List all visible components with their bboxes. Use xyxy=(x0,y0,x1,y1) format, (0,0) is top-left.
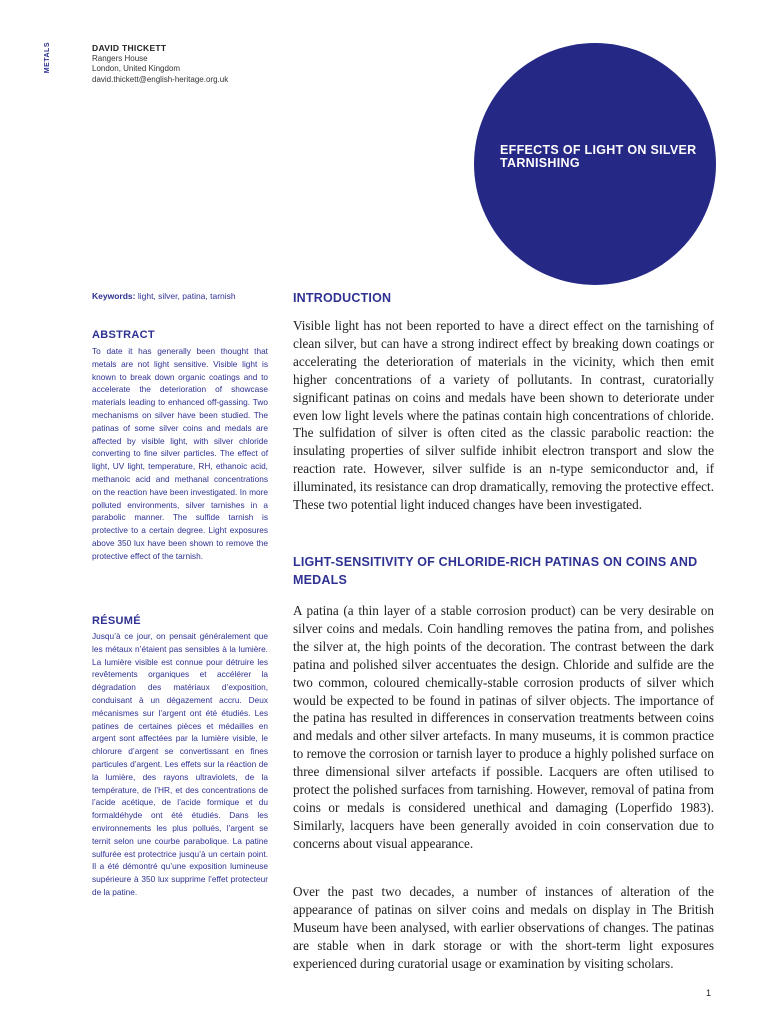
resume-heading: RÉSUMÉ xyxy=(92,615,141,627)
keywords-label: Keywords: xyxy=(92,291,136,301)
author-name: DAVID THICKETT xyxy=(92,43,167,53)
introduction-text: Visible light has not been reported to have a direct effect on the tarnishing of clean silver, but can have a strong indirect effect by breaking down coatings or accelerating the deterioration of materials in the vicinity, which then emit higher concentrations of a variety of pollutants. In contrast, curatorially significant patinas on coins and medals have been shown to deteriorate under even low light levels where the patinas contain high concentrations of chloride. The sulfidation of silver is often cited as the classic parabolic reaction: the insulating properties of silver sulfide inhibit electron transport and slow the reaction rate. However, silver sulfide is an n-type semiconductor and, if illuminated, its resistance can drop dramatically, removing the protective effect. These two potential light induced changes have been investigated. xyxy=(293,318,714,513)
resume-text: Jusqu’à ce jour, on pensait généralement que les métaux n’étaient pas sensibles à la lumière. La lumière visible est connue pour détruire les revêtements organiques et accélérer la dégradation des matériaux d’exposition, conduisant à un dégazement accru. Deux mécanismes sur l’argent ont été étudiés. Les patines de certaines pièces et médailles en argent sont affectées par la lumière visible, le chlorure d’argent se convertissant en fines particules d’argent. Les effets sur la réaction de la lumière, des rayons ultraviolets, de la température, de l’HR, et des concentrations de l’acide acétique, de l’acide formique et du formaldéhyde ont été étudiés. Dans les environnements les plus pollués, l’argent se ternit selon une courbe parabolique. La patine sulfurée est protectrice jusqu’à un certain point. Il a été démontré qu’une exposition lumineuse supérieure à 350 lux supprime l’effet protecteur de la patine. xyxy=(92,631,268,897)
author-block xyxy=(92,43,228,85)
section-tag: METALS xyxy=(44,42,51,74)
section-heading-chloride-patinas: LIGHT-SENSITIVITY OF CHLORIDE-RICH PATINAS ON COINS AND MEDALS xyxy=(293,555,698,587)
keywords-value: light, silver, patina, tarnish xyxy=(137,291,236,301)
keywords xyxy=(92,291,272,301)
section-paragraph-2: Over the past two decades, a number of instances of alteration of the appearance of patinas on silver coins and medals on display in The British Museum have been analysed, with earlier observations of changes. The patinas are stable when in dark storage or with the short-term light exposures experienced during curatorial usage or examination by visiting scholars. xyxy=(293,884,714,971)
author-affiliation: Rangers House xyxy=(92,53,148,63)
section-paragraph-1: A patina (a thin layer of a stable corrosion product) can be very desirable on silver coins and medals. Coin handling removes the patina from, and polishes the silver at, the high points of the decoration. The contrast between the dark patina and polished silver accentuates the design. Chloride and sulfide are the two common, coloured chemically-stable corrosion products of silver which would be expected to be found in patinas of silver objects. The importance of the patina has resulted in differences in conservation treatments between coins and medals and other silver artefacts. In many museums, it is common practice to remove the corrosion or tarnish layer to produce a highly polished surface on three dimensional silver artefacts if possible. Lacquers are often utilised to protect the polished surfaces from tarnishing. However, removal of patina from coins or medals is considered unethical and damaging (Loperfido 1983). Similarly, lacquers have been generally avoided in coin conservation due to concerns about visual appearance. xyxy=(293,603,714,851)
abstract-text: To date it has generally been thought that metals are not light sensitive. Visible light is known to break down organic coatings and to accelerate the deterioration of showcase materials leading to enhanced off-gassing. Two mechanisms on silver have been studied. The patinas of some silver coins and medals are affected by visible light, with silver chloride converting to fine silver particles. The effect of light, UV light, temperature, RH, ethanoic acid, methanoic acid and methanal concentrations on the reaction have been investigated. In more polluted environments, silver tarnishes in a parabolic manner. The sulfide tarnish is protective to a certain degree. Light exposures above 350 lux have been shown to remove the protective effect of the tarnish. xyxy=(92,346,268,561)
paper-title: EFFECTS OF LIGHT ON SILVER TARNISHING xyxy=(500,143,697,170)
abstract-heading: ABSTRACT xyxy=(92,329,155,341)
page-number: 1 xyxy=(706,988,712,998)
author-email[interactable]: david.thickett@english-heritage.org.uk xyxy=(92,74,229,84)
introduction-heading: INTRODUCTION xyxy=(293,291,392,305)
author-location: London, United Kingdom xyxy=(92,64,181,73)
